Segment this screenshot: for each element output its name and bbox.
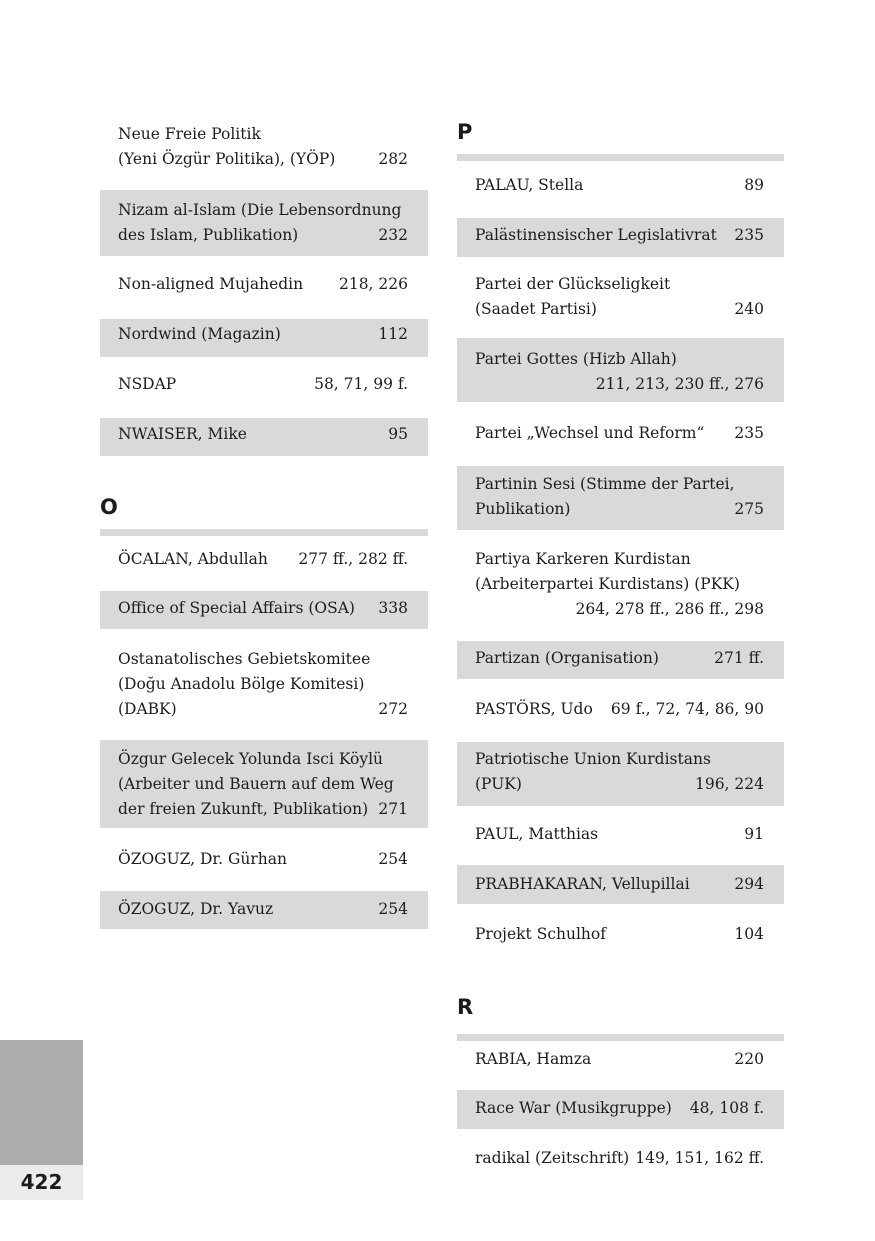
index-entry: Race War (Musikgruppe) 48, 108 f. [457, 1090, 784, 1129]
page-number: 422 [20, 1170, 63, 1194]
index-entry: PALAU, Stella 89 [457, 166, 784, 206]
page-reference: 220 [734, 1050, 764, 1068]
left-column [100, 0, 428, 1241]
page-reference: 264, 278 ff., 286 ff., 298 [575, 600, 764, 618]
index-entry: Özgur Gelecek Yolunda Isci Köylü (Arbeiter und Bauern auf dem Weg der freien Zukunft, Publikation) 271 [100, 740, 428, 828]
index-entry: Partei Gottes (Hizb Allah) 211, 213, 230 ff., 276 [457, 338, 784, 402]
page-reference: 95 [388, 425, 408, 443]
index-entry: Patriotische Union Kurdistans (PUK) 196, 224 [457, 742, 784, 806]
section-heading-p: P [457, 120, 473, 144]
page-reference: 69 f., 72, 74, 86, 90 [610, 700, 764, 718]
index-entry: Ostanatolisches Gebietskomitee (Doğu Anadolu Bölge Komitesi) (DABK) 272 [100, 640, 428, 730]
index-entry: PASTÖRS, Udo 69 f., 72, 74, 86, 90 [457, 690, 784, 730]
index-entry: Palästinensischer Legislativrat 235 [457, 218, 784, 257]
page-reference: 282 [378, 150, 408, 168]
index-entry: Partiya Karkeren Kurdistan (Arbeiterpartei Kurdistans) (PKK) 264, 278 ff., 286 ff., 298 [457, 540, 784, 630]
section-rule [100, 529, 428, 536]
section-heading-o: O [100, 495, 118, 519]
thumb-index-tab [0, 1040, 83, 1165]
page-reference: 240 [734, 300, 764, 318]
page-reference: 112 [378, 325, 408, 343]
page-reference: 338 [378, 599, 408, 617]
section-rule [457, 154, 784, 161]
index-entry: NSDAP 58, 71, 99 f. [100, 364, 428, 404]
page-reference: 211, 213, 230 ff., 276 [595, 375, 764, 393]
index-entry: Nordwind (Magazin) 112 [100, 319, 428, 357]
index-entry: Neue Freie Politik (Yeni Özgür Politika), (YÖP) 282 [100, 122, 428, 172]
page-reference: 275 [734, 500, 764, 518]
right-column [457, 0, 784, 1241]
index-entry: Nizam al-Islam (Die Lebensordnung des Islam, Publikation) 232 [100, 190, 428, 256]
page-reference: 196, 224 [694, 775, 764, 793]
index-entry: Partizan (Organisation) 271 ff. [457, 641, 784, 679]
page-reference: 104 [734, 925, 764, 943]
page-reference: 271 ff. [714, 649, 764, 667]
index-entry: Partinin Sesi (Stimme der Partei, Publikation) 275 [457, 466, 784, 530]
page-reference: 48, 108 f. [689, 1099, 764, 1117]
index-entry: ÖZOGUZ, Dr. Yavuz 254 [100, 891, 428, 929]
index-entry: radikal (Zeitschrift) 149, 151, 162 ff. [457, 1140, 784, 1180]
page-reference: 254 [378, 900, 408, 918]
index-entry: Partei „Wechsel und Reform“ 235 [457, 414, 784, 454]
index-entry: Non-aligned Mujahedin 218, 226 [100, 264, 428, 304]
index-entry: ÖZOGUZ, Dr. Gürhan 254 [100, 840, 428, 880]
section-heading-r: R [457, 995, 474, 1019]
index-entry: NWAISER, Mike 95 [100, 418, 428, 456]
page-reference: 235 [734, 226, 764, 244]
page-reference: 58, 71, 99 f. [314, 375, 408, 393]
index-entry: PRABHAKARAN, Vellupillai 294 [457, 865, 784, 904]
page-reference: 277 ff., 282 ff. [298, 550, 408, 568]
page-reference: 294 [734, 875, 764, 893]
page-reference: 91 [744, 825, 764, 843]
page-reference: 232 [378, 226, 408, 244]
index-entry: PAUL, Matthias 91 [457, 815, 784, 855]
page-reference: 235 [734, 424, 764, 442]
page-reference: 89 [744, 176, 764, 194]
page-reference: 254 [378, 850, 408, 868]
page-reference: 271 [378, 800, 408, 818]
index-entry: Partei der Glückseligkeit (Saadet Partisi) 240 [457, 265, 784, 329]
page-reference: 272 [378, 700, 408, 718]
page-reference: 218, 226 [338, 275, 408, 293]
index-entry: Projekt Schulhof 104 [457, 915, 784, 955]
index-entry: Office of Special Affairs (OSA) 338 [100, 591, 428, 629]
index-entry: RABIA, Hamza 220 [457, 1040, 784, 1080]
index-entry: ÖCALAN, Abdullah 277 ff., 282 ff. [100, 540, 428, 580]
page-reference: 149, 151, 162 ff. [635, 1149, 764, 1167]
